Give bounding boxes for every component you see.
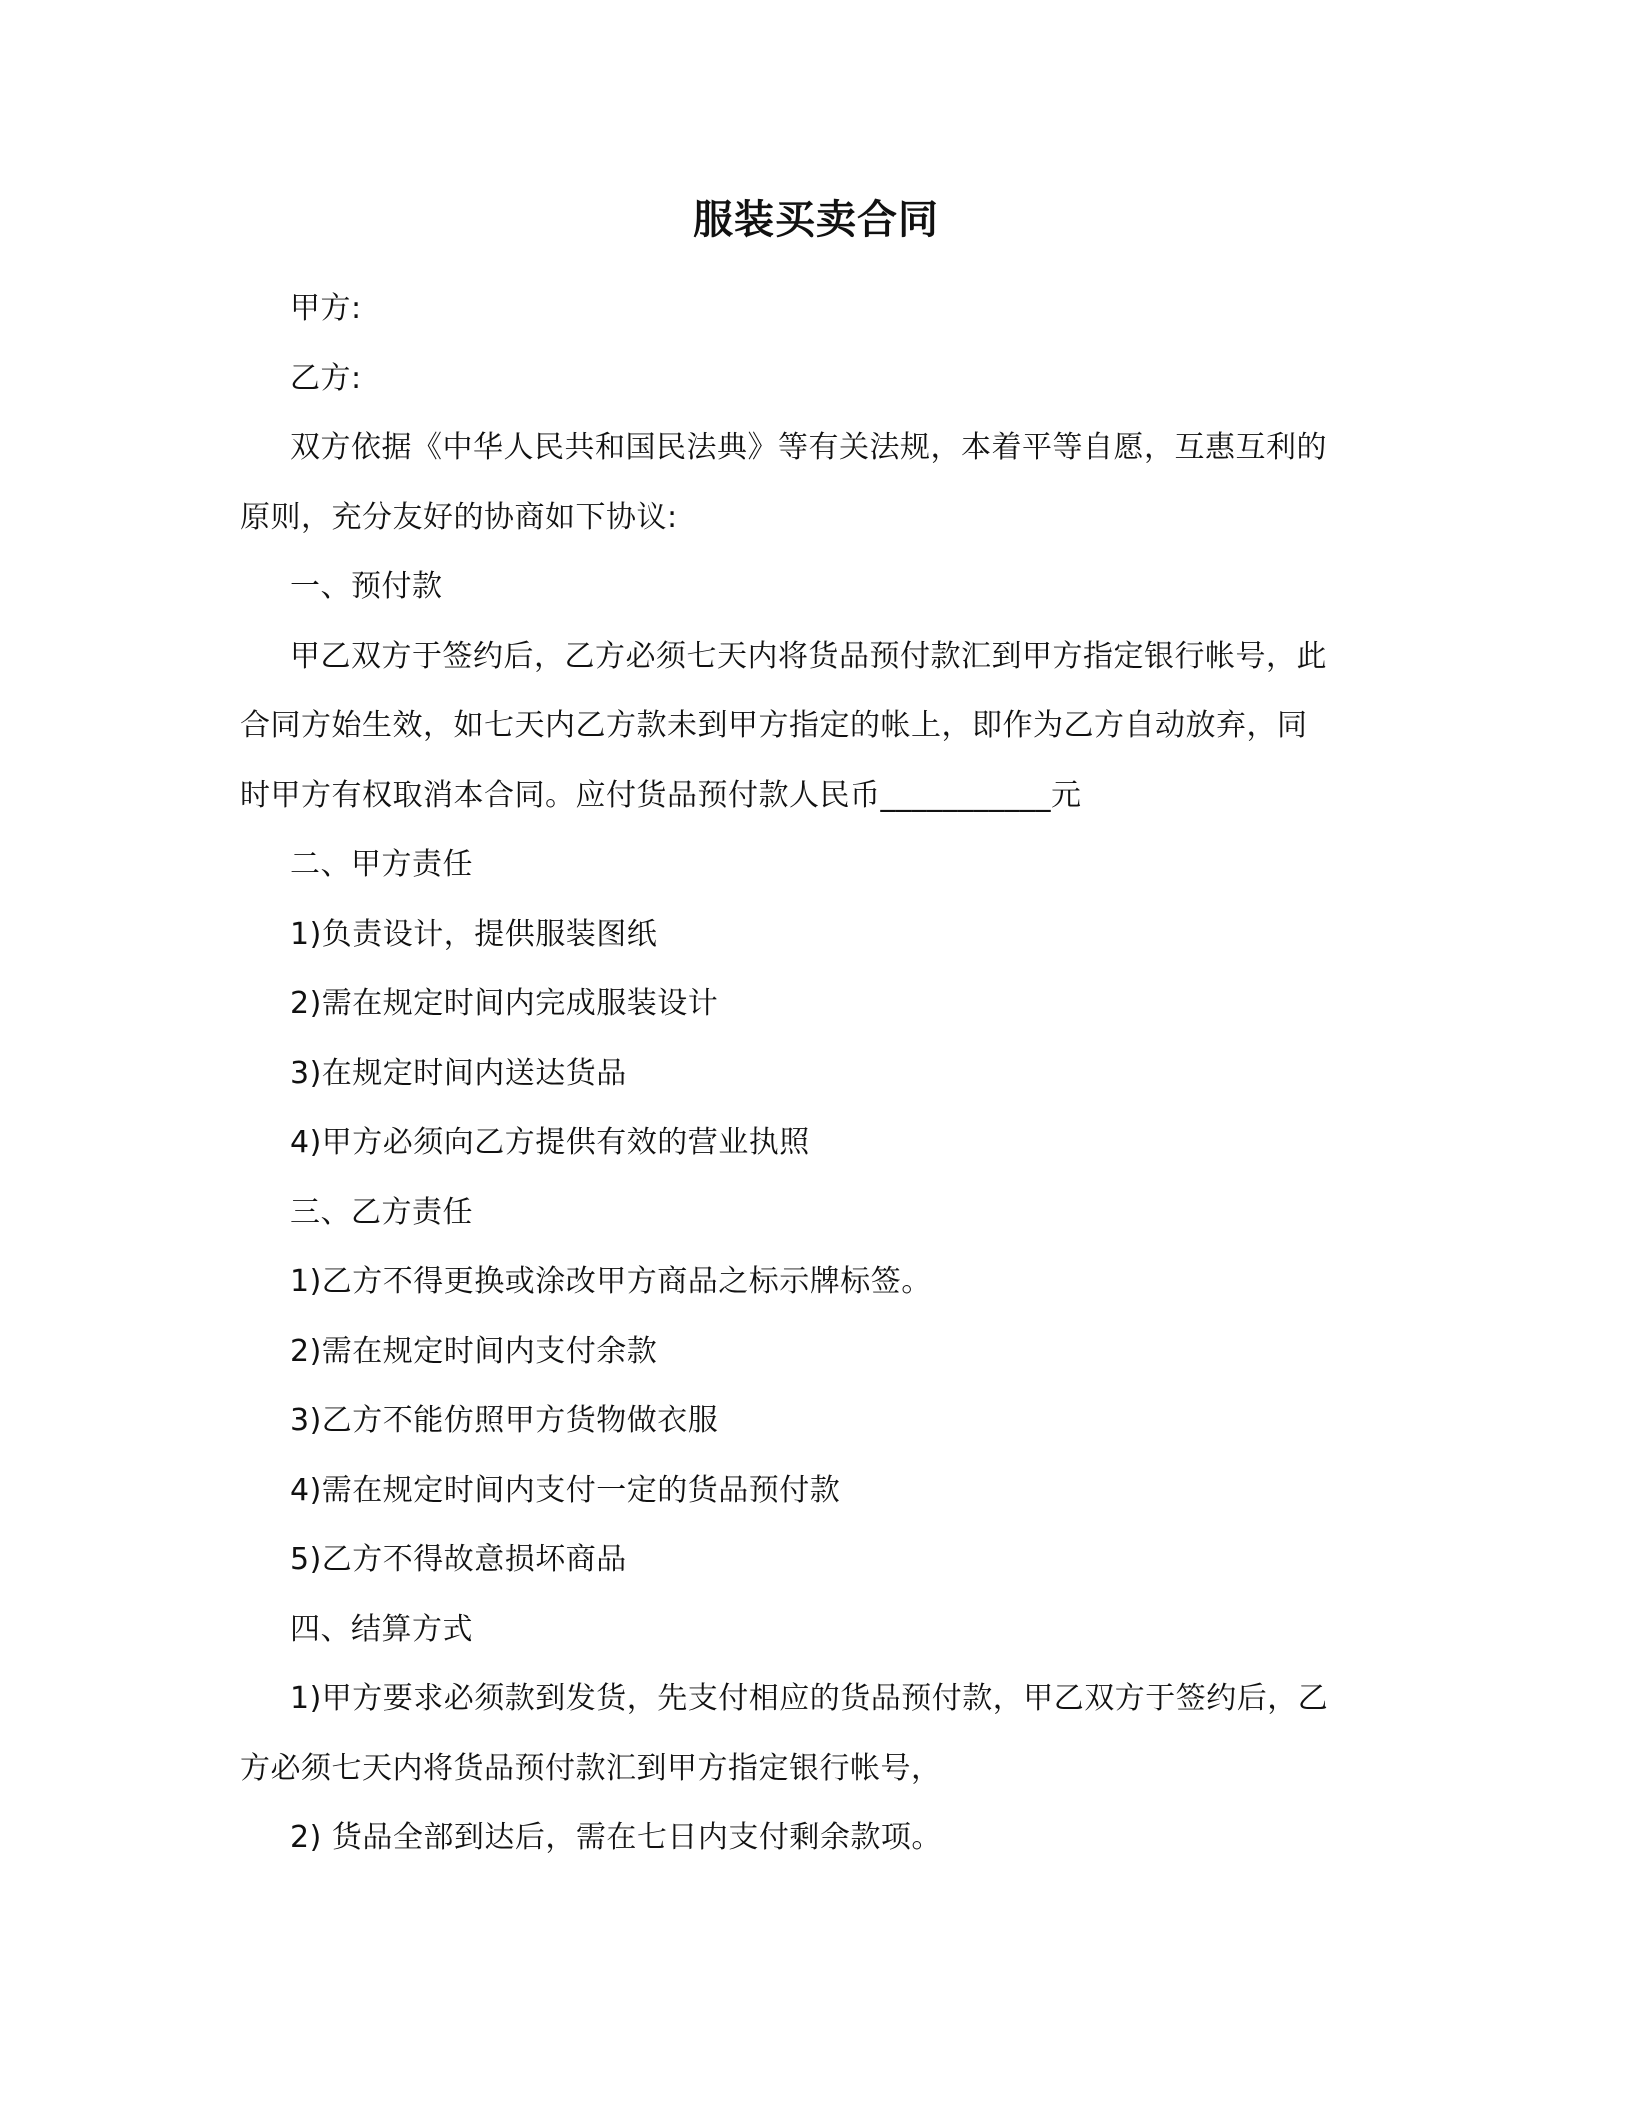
preamble-line-1: 双方依据《中华人民共和国民法典》等有关法规，本着平等自愿，互惠互利的 [290, 430, 1327, 465]
document-body [240, 274, 1392, 1873]
settlement-item-2: 2) 货品全部到达后，需在七日内支付剩余款项。 [290, 1820, 942, 1855]
party-a-duty-item: 1)负责设计，提供服装图纸 [290, 916, 658, 952]
prepayment-line-3: 时甲方有权取消本合同。应付货品预付款人民币___________元 [240, 777, 1082, 813]
party-b-duty-item: 5)乙方不得故意损坏商品 [290, 1542, 627, 1577]
prepayment-line-1: 甲乙双方于签约后，乙方必须七天内将货品预付款汇到甲方指定银行帐号，此 [290, 638, 1327, 674]
document-title: 服装买卖合同 [693, 197, 939, 243]
party-a-label: 甲方: [290, 291, 362, 326]
party-b-duty-item: 3)乙方不能仿照甲方货物做衣服 [290, 1403, 719, 1438]
party-b-label: 乙方: [290, 360, 362, 396]
party-a-duty-item: 4)甲方必须向乙方提供有效的营业执照 [290, 1125, 810, 1160]
party-a-duty-item: 3)在规定时间内送达货品 [290, 1055, 627, 1091]
section-heading-party-b-duties: 三、乙方责任 [290, 1194, 473, 1230]
section-heading-prepayment: 一、预付款 [290, 569, 443, 604]
section-heading-settlement: 四、结算方式 [290, 1611, 473, 1647]
settlement-item-1-line-2: 方必须七天内将货品预付款汇到甲方指定银行帐号， [240, 1750, 942, 1786]
party-a-duty-item: 2)需在规定时间内完成服装设计 [290, 986, 719, 1021]
section-heading-party-a-duties: 二、甲方责任 [290, 847, 473, 882]
party-b-duty-item: 2)需在规定时间内支付余款 [290, 1333, 658, 1369]
settlement-item-1-line-1: 1)甲方要求必须款到发货，先支付相应的货品预付款，甲乙双方于签约后，乙 [290, 1681, 1329, 1716]
preamble-line-2: 原则，充分友好的协商如下协议: [240, 499, 678, 535]
prepayment-line-2: 合同方始生效，如七天内乙方款未到甲方指定的帐上，即作为乙方自动放弃，同 [240, 708, 1308, 743]
party-b-duty-item: 1)乙方不得更换或涂改甲方商品之标示牌标签。 [290, 1264, 932, 1299]
party-b-duty-item: 4)需在规定时间内支付一定的货品预付款 [290, 1472, 841, 1508]
